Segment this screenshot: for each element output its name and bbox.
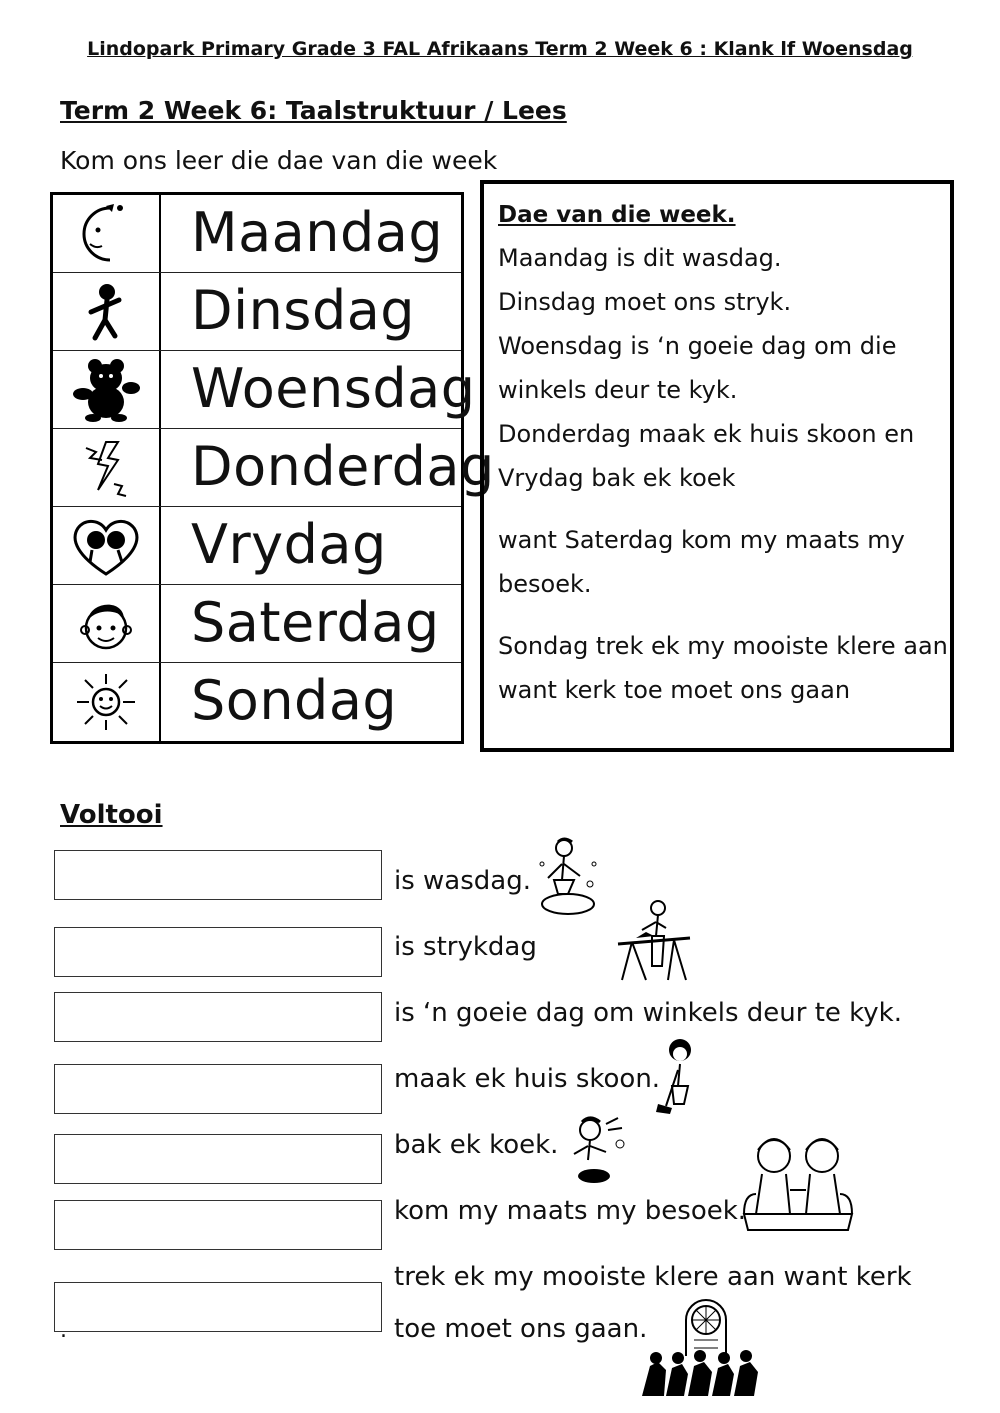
- sun-icon: [53, 663, 161, 741]
- answer-input-7[interactable]: [54, 1282, 382, 1332]
- reading-title: Dae van die week.: [498, 202, 736, 228]
- heart-couple-icon: [53, 507, 161, 584]
- day-row: [53, 663, 461, 741]
- reading-line: besoek.: [498, 570, 592, 598]
- answer-input-3[interactable]: [54, 992, 382, 1042]
- running-child-icon: [53, 273, 161, 350]
- sentence-text: bak ek koek.: [394, 1130, 559, 1160]
- reading-line: want kerk toe moet ons gaan: [498, 676, 851, 704]
- stray-mark: .: [60, 1318, 67, 1343]
- day-label: Dinsdag: [191, 279, 416, 342]
- sentence-text: is strykdag: [394, 932, 537, 962]
- intro-text: Kom ons leer die dae van die week: [60, 146, 498, 175]
- answer-input-6[interactable]: [54, 1200, 382, 1250]
- reading-line: Woensdag is ‘n goeie dag om die: [498, 332, 897, 360]
- day-label: Donderdag: [191, 435, 495, 498]
- day-row: [53, 585, 461, 663]
- washing-woman-icon: [528, 834, 604, 924]
- answer-input-4[interactable]: [54, 1064, 382, 1114]
- teddy-bear-icon: [53, 351, 161, 428]
- day-label: Sondag: [191, 669, 398, 732]
- church-choir-icon: [636, 1296, 772, 1404]
- day-row: [53, 273, 461, 351]
- day-label: Vrydag: [191, 513, 387, 576]
- sentence-text: maak ek huis skoon.: [394, 1064, 661, 1094]
- page-header: Lindopark Primary Grade 3 FAL Afrikaans Term 2 Week 6 : Klank lf Woensdag: [87, 38, 913, 60]
- day-label: Maandag: [191, 201, 444, 264]
- boy-face-icon: [53, 585, 161, 662]
- ironing-woman-icon: [612, 896, 694, 988]
- sentence-text: is wasdag.: [394, 866, 531, 896]
- sentence-text: kom my maats my besoek.: [394, 1196, 747, 1226]
- sentence-text: toe moet ons gaan.: [394, 1314, 648, 1344]
- moon-icon: [53, 195, 161, 272]
- section-subheading: Term 2 Week 6: Taalstruktuur / Lees: [60, 96, 567, 125]
- days-table: [50, 192, 495, 744]
- sentence-text: trek ek my mooiste klere aan want kerk: [394, 1262, 912, 1292]
- exercise-title: Voltooi: [60, 800, 163, 830]
- reading-line: Maandag is dit wasdag.: [498, 244, 782, 272]
- day-row: [53, 195, 461, 273]
- day-label: Saterdag: [191, 591, 440, 654]
- day-row: [53, 429, 495, 507]
- day-label: Woensdag: [191, 357, 476, 420]
- reading-line: Vrydag bak ek koek: [498, 464, 736, 492]
- reading-line: winkels deur te kyk.: [498, 376, 738, 404]
- answer-input-2[interactable]: [54, 927, 382, 977]
- reading-line: Dinsdag moet ons stryk.: [498, 288, 792, 316]
- reading-line: want Saterdag kom my maats my: [498, 526, 905, 554]
- day-row: [53, 351, 476, 429]
- visiting-friends-icon: [740, 1130, 856, 1252]
- answer-input-1[interactable]: [54, 850, 382, 900]
- answer-input-5[interactable]: [54, 1134, 382, 1184]
- lightning-icon: [53, 429, 161, 506]
- baking-woman-icon: [560, 1114, 630, 1194]
- reading-line: Donderdag maak ek huis skoon en: [498, 420, 915, 448]
- sentence-text: is ‘n goeie dag om winkels deur te kyk.: [394, 998, 902, 1028]
- reading-passage-box: [480, 180, 954, 752]
- reading-line: Sondag trek ek my mooiste klere aan: [498, 632, 948, 660]
- sweeping-girl-icon: [654, 1036, 704, 1120]
- day-row: [53, 507, 461, 585]
